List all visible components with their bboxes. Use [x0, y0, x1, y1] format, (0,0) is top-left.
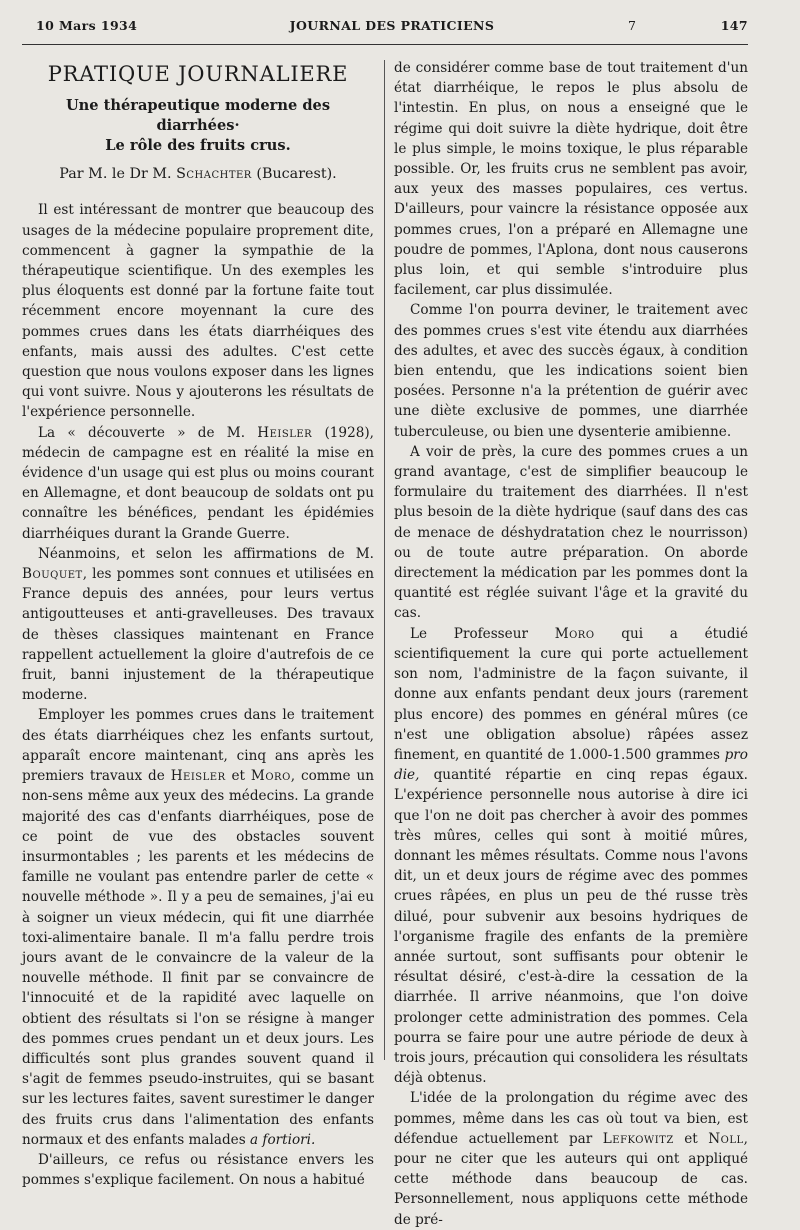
byline-prefix: Par M. le Dr M.: [59, 166, 172, 183]
author-name: Noll: [708, 1130, 744, 1147]
paragraph: D'ailleurs, ce refus ou résistance envers les pommes s'explique facilement. On nous a habitué: [22, 1151, 374, 1189]
italic-phrase: a fortiori.: [250, 1131, 316, 1148]
paragraph: de considérer comme base de tout traitement d'un état diarrhéique, le repos le plus absolu de l'intestin. En plus, on nous a enseigné que le régime qui doit suivre la diète hydrique, doit être le plus simple, le moins toxique, le plus réparable possible. Or, les fruits crus ne semblent pas avoir, aux yeux des masses populaires, ces vertus. D'ailleurs, pour vaincre la résistance opposée aux pommes crues, l'on a préparé en Allemagne une poudre de pommes, l'Aplona, dont nous causerons plus loin, et qui semble s'introduire plus facilement, car plus dissimulée.: [394, 60, 748, 299]
paragraph: A voir de près, la cure des pommes crues a un grand avantage, c'est de simplifier beaucoup le formulaire du traitement des diarrhées. Il n'est plus besoin de la diète hydrique (sauf dans des cas de menace de déshydratation chez le nourrisson) ou de toute autre préparation. On aborde directement la médication par les pommes dont la quantité est réglée suivant l'âge et la gravité du cas.: [394, 443, 748, 622]
right-column: [394, 58, 748, 1230]
paragraph: Il est intéressant de montrer que beaucoup des usages de la médecine populaire proprement dite, commencent à gagner la sympathie de la thérapeutique scientifique. Un des exemples les plus éloquents est donné par la fortune faite tout récemment encore moyennant la cure des pommes crues dans les états diarrhéiques des enfants, mais aussi des adultes. C'est cette question que nous voulons exposer dans les lignes qui vont suivre. Nous y ajouterons les résultats de l'expérience personnelle.: [22, 202, 374, 421]
byline: [22, 164, 374, 184]
paragraph: Néanmoins, et selon les affirmations de M. Bouquet, les pommes sont connues et utilisées en France depuis des années, pour leurs vertus antigoutteuses et anti-gravelleuses. Des travaux de thèses classiques maintenant en France rappellent actuellement la gloire d'autrefois de ce fruit, banni injustement de la thérapeutique moderne.: [22, 545, 374, 704]
paragraph: Comme l'on pourra deviner, le traitement avec des pommes crues s'est vite étendu aux diarrhées des adultes, et avec des succès égaux, à condition bien entendu, que les indications soient bien posées. Personne n'a la prétention de guérir avec une diète exclusive de pommes, une diarrhée tuberculeuse, ou bien une dysenterie amibienne.: [394, 302, 748, 440]
column-divider: [384, 60, 385, 1060]
byline-suffix: (Bucarest).: [256, 166, 337, 183]
author-name: Lefkowitz: [602, 1130, 674, 1147]
header-mark: 7: [628, 18, 637, 33]
author-name: Heisler: [257, 424, 313, 441]
italic-phrase: pro die,: [394, 746, 748, 784]
left-column: [22, 58, 374, 1190]
author-name: Moro: [250, 768, 291, 785]
paragraph: L'idée de la prolongation du régime avec des pommes, même dans les cas où tout va bien, est défendue actuellement par Lefkowitz et Noll, pour ne citer que les auteurs qui ont appliqué cette méthode dans beaucoup de cas. Personnellement, nous appliquons cette méthode de pré-: [394, 1090, 748, 1228]
running-header: [36, 18, 748, 38]
page-number: 147: [720, 18, 748, 33]
paragraph: Le Professeur Moro qui a étudié scientifiquement la cure qui porte actuellement son nom, l'administre de la façon suivante, il donne aux enfants pendant deux jours (rarement plus encore) des pommes en général mûres (ce n'est une obligation absolue) râpées assez finement, en quantité de 1.000-1.500 grammes pro die, quantité répartie en cinq repas égaux. L'expérience personnelle nous autorise à dire ici que l'on ne doit pas chercher à avoir des pommes très mûres, celles qui sont à moitié mûres, donnant les mêmes résultats. Comme nous l'avons dit, un et deux jours de régime avec des pommes crues râpées, en plus un peu de thé russe très dilué, pour subvenir aux besoins hydriques de l'organisme fragile des enfants de la première année surtout, sont suffisants pour obtenir le résultat désiré, c'est-à-dire la cessation de la diarrhée. Il arrive néanmoins, que l'on doive prolonger cette administration des pommes. Cela pourra se faire pour une autre période de deux à trois jours, précaution qui consolidera les résultats déjà obtenus.: [394, 625, 748, 1087]
paragraph: Employer les pommes crues dans le traitement des états diarrhéiques chez les enfants surtout, apparaît encore maintenant, cinq ans après les premiers travaux de Heisler et Moro, comme un non-sens même aux yeux des médecins. La grande majorité des cas d'enfants diarrhéiques, pose de ce point de vue des obstacles souvent insurmontables ; les parents et les médecins de famille ne voulant pas entendre parler de cette « nouvelle méthode ». Il y a peu de semaines, j'ai eu à soigner un vieux médecin, qui fit une diarrhée toxi-alimentaire banale. Il m'a fallu perdre trois jours avant de le convaincre de la valeur de la nouvelle méthode. Il finit par se convaincre de l'innocuité et de la rapidité avec laquelle on obtient des résultats si l'on se résigne à manger des pommes crues pendant un et deux jours. Les difficultés sont plus grandes souvent quand il s'agit de femmes pseudo-instruites, qui se basant sur les lectures faites, savent surestimer le danger des fruits crus dans l'alimentation des enfants normaux et des enfants malades a fortiori.: [22, 707, 374, 1148]
article-title-line2: Le rôle des fruits crus.: [105, 137, 291, 155]
journal-name: JOURNAL DES PRATICIENS: [289, 18, 495, 33]
author-name: Bouquet: [22, 566, 83, 583]
section-title: PRATIQUE JOURNALIERE: [47, 62, 349, 86]
paragraph: La « découverte » de M. Heisler (1928), médecin de campagne est en réalité la mise en évidence d'un usage qui est plus ou moins courant en Allemagne, et dont beaucoup de soldats ont pu connaître les bénéfices, pendant les épidémies diarrhéiques durant la Grande Guerre.: [22, 424, 374, 542]
author-name: Moro: [554, 625, 595, 642]
byline-author: Schachter: [176, 166, 252, 183]
header-rule: [22, 44, 748, 45]
article-title: [22, 96, 374, 156]
article-title-line1: Une thérapeutique moderne des diarrhées·: [65, 97, 331, 135]
issue-date: 10 Mars 1934: [36, 18, 138, 33]
author-name: Heisler: [170, 768, 226, 785]
